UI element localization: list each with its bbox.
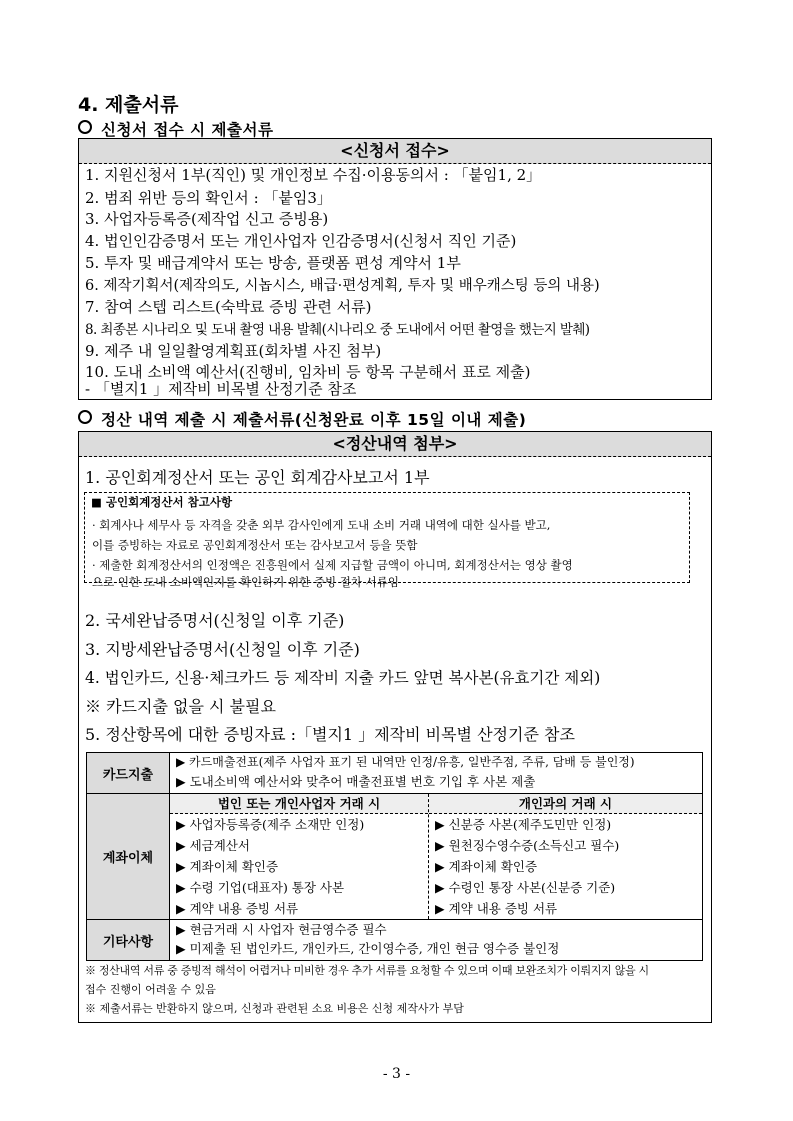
indiv-item: ▶ 수령인 통장 사본(신분증 기준) bbox=[435, 880, 616, 895]
transfer-label: 계좌이체 bbox=[87, 794, 170, 920]
circle-bullet-icon bbox=[78, 410, 92, 424]
application-item-5: 5. 투자 및 배급계약서 또는 방송, 플랫폼 편성 계약서 1부 bbox=[85, 254, 461, 272]
circle-bullet-icon bbox=[78, 120, 92, 134]
card-label: 카드지출 bbox=[87, 753, 170, 794]
application-box-title: <신청서 접수> bbox=[79, 139, 711, 164]
card-items-cell bbox=[170, 753, 703, 794]
other-item: ▶ 현금거래 시 사업자 현금영수증 필수 bbox=[176, 922, 387, 937]
indiv-column bbox=[429, 794, 702, 919]
footnote: 접수 진행이 어려울 수 있음 bbox=[85, 983, 216, 996]
other-item: ▶ 미제출 된 법인카드, 개인카드, 간이영수증, 개인 현금 영수증 불인정 bbox=[176, 941, 560, 956]
application-item-1: 1. 지원신청서 1부(직인) 및 개인정보 수집·이용동의서 : 「붙임1, 2」 bbox=[85, 166, 542, 184]
settlement-item-3: 3. 지방세완납증명서(신청일 이후 기준) bbox=[85, 640, 360, 659]
settlement-item-5: 5. 정산항목에 대한 증빙자료 :「별지1 」제작비 비목별 산정기준 참조 bbox=[85, 725, 575, 744]
card-item: ▶ 카드매출전표(제주 사업자 표기 된 내역만 인정/유흥, 일반주점, 주류, 담배 등 불인정) bbox=[176, 755, 635, 769]
application-item-4: 4. 법인인감증명서 또는 개인사업자 인감증명서(신청서 직인 기준) bbox=[85, 232, 517, 250]
indiv-item: ▶ 계좌이체 확인증 bbox=[435, 859, 538, 874]
settlement-item-1: 1. 공인회계정산서 또는 공인 회계감사보고서 1부 bbox=[85, 468, 430, 487]
evidence-table bbox=[86, 752, 703, 961]
other-label: 기타사항 bbox=[87, 920, 170, 961]
section-title: 4. 제출서류 bbox=[78, 94, 179, 116]
corp-item: ▶ 수령 기업(대표자) 통장 사본 bbox=[176, 880, 345, 895]
application-item-7: 7. 참여 스텝 리스트(숙박료 증빙 관련 서류) bbox=[85, 298, 372, 316]
corp-column bbox=[170, 794, 429, 919]
application-item-2: 2. 범죄 위반 등의 확인서 : 「붙임3」 bbox=[85, 189, 332, 207]
application-heading-text: 신청서 접수 시 제출서류 bbox=[101, 121, 274, 139]
card-item: ▶ 도내소비액 예산서와 맞추어 매출전표별 번호 기입 후 사본 제출 bbox=[176, 774, 536, 789]
accounting-note-line: · 회계사나 세무사 등 자격을 갖춘 외부 감사인에게 도내 소비 거래 내역에 대한 실사를 받고, bbox=[92, 518, 551, 532]
corp-item: ▶ 계좌이체 확인증 bbox=[176, 859, 279, 874]
card-note: ※ 카드지출 없을 시 불필요 bbox=[85, 697, 276, 716]
settlement-box bbox=[78, 431, 712, 1023]
evidence-row-card bbox=[87, 753, 703, 794]
evidence-row-transfer bbox=[87, 794, 703, 920]
evidence-row-other bbox=[87, 920, 703, 961]
application-item-9: 9. 제주 내 일일촬영계획표(회차별 사진 첨부) bbox=[85, 342, 382, 360]
accounting-note-line: 이를 증빙하는 자료로 공인회계정산서 또는 감사보고서 등을 뜻함 bbox=[92, 538, 418, 552]
indiv-item: ▶ 원천징수영수증(소득신고 필수) bbox=[435, 838, 620, 853]
settlement-item-2: 2. 국세완납증명서(신청일 이후 기준) bbox=[85, 611, 345, 630]
corp-item: ▶ 세금계산서 bbox=[176, 838, 250, 853]
settlement-heading bbox=[78, 408, 526, 430]
corp-column-header: 법인 또는 개인사업자 거래 시 bbox=[170, 794, 428, 814]
footnote: ※ 정산내역 서류 중 증빙적 해석이 어렵거나 미비한 경우 추가 서류를 요청할 수 있으며 이때 보완조치가 이뤄지지 않을 시 bbox=[85, 964, 649, 977]
accounting-note-box bbox=[84, 492, 690, 589]
application-item-10-sub: - 「별지1 」제작비 비목별 산정기준 참조 bbox=[85, 380, 357, 398]
accounting-note-line: · 제출한 회계정산서의 인정액은 진흥원에서 실제 지급할 금액이 아니며, 회계정산서는 영상 촬영 bbox=[92, 558, 573, 572]
transfer-columns bbox=[170, 794, 702, 919]
accounting-note-line: 으로 인한 도내 소비액인지를 확인하기 위한 증빙 절차 서류임 bbox=[92, 575, 399, 589]
application-item-6: 6. 제작기획서(제작의도, 시놉시스, 배급·편성계획, 투자 및 배우캐스팅 등의 내용) bbox=[85, 278, 600, 294]
corp-item: ▶ 계약 내용 증빙 서류 bbox=[176, 901, 299, 916]
settlement-item-4: 4. 법인카드, 신용·체크카드 등 제작비 지출 카드 앞면 복사본(유효기간 제외) bbox=[85, 669, 601, 687]
application-item-8: 8. 최종본 시나리오 및 도내 촬영 내용 발췌(시나리오 중 도내에서 어떤 촬영을 했는지 발췌) bbox=[85, 322, 590, 338]
settlement-heading-text: 정산 내역 제출 시 제출서류(신청완료 이후 15일 이내 제출) bbox=[101, 411, 527, 429]
corp-item: ▶ 사업자등록증(제주 소재만 인정) bbox=[176, 817, 365, 832]
transfer-cell bbox=[170, 794, 703, 920]
indiv-item: ▶ 신분증 사본(제주도민만 인정) bbox=[435, 817, 612, 832]
indiv-column-header: 개인과의 거래 시 bbox=[429, 794, 702, 814]
other-items-cell bbox=[170, 920, 703, 961]
footnote: ※ 제출서류는 반환하지 않으며, 신청과 관련된 소요 비용은 신청 제작사가 부담 bbox=[85, 1002, 464, 1015]
accounting-note-title: ■ 공인회계정산서 참고사항 bbox=[91, 495, 233, 509]
page-number: - 3 - bbox=[382, 1066, 411, 1082]
application-item-3: 3. 사업자등록증(제작업 신고 증빙용) bbox=[85, 210, 329, 228]
indiv-item: ▶ 계약 내용 증빙 서류 bbox=[435, 901, 558, 916]
application-item-10: 10. 도내 소비액 예산서(진행비, 임차비 등 항목 구분해서 표로 제출) bbox=[85, 363, 531, 381]
application-heading bbox=[78, 118, 273, 140]
application-box bbox=[78, 138, 712, 400]
settlement-box-title: <정산내역 첨부> bbox=[79, 432, 711, 457]
